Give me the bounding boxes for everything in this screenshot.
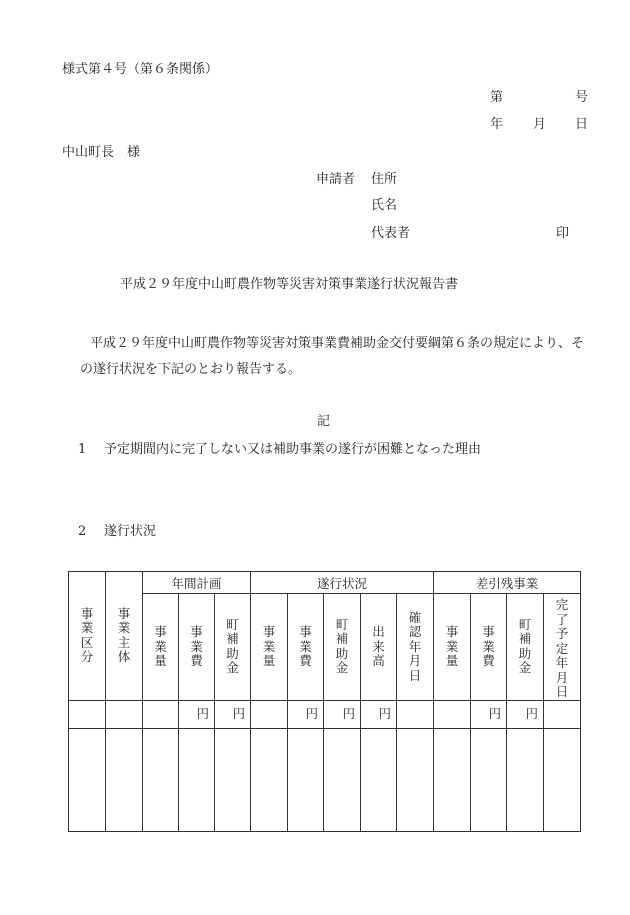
cell	[288, 728, 324, 831]
cell	[215, 728, 251, 831]
cell	[507, 728, 544, 831]
remaining-subsidy-unit: 円	[507, 700, 544, 728]
plan-subsidy-unit: 円	[215, 700, 251, 728]
header-annual-plan: 年間計画	[143, 572, 251, 594]
doc-number-prefix: 第	[490, 90, 504, 105]
date-year-label: 年	[490, 117, 504, 132]
plan-cost-unit: 円	[179, 700, 215, 728]
plan-volume-header: 事業量	[143, 594, 179, 701]
remaining-cost-header: 事業費	[471, 594, 507, 701]
applicant-representative-label: 代表者	[371, 226, 411, 241]
cell	[106, 728, 143, 831]
seal-label: 印	[556, 226, 570, 241]
cell	[69, 700, 106, 728]
progress-cost-header: 事業費	[288, 594, 324, 701]
progress-confirm-date-header: 確認年月日	[397, 594, 434, 701]
remaining-subsidy-header: 町補助金	[507, 594, 544, 701]
progress-subsidy-unit: 円	[324, 700, 361, 728]
applicant-name-label: 氏名	[371, 198, 398, 213]
progress-output-header: 出来高	[361, 594, 397, 701]
form-number: 様式第４号（第６条関係）	[62, 62, 219, 77]
section-1-number: 1	[78, 442, 87, 457]
doc-number-suffix: 号	[575, 90, 589, 105]
section-2-number: 2	[78, 524, 87, 539]
section-2-heading: 遂行状況	[104, 524, 157, 539]
cell	[471, 728, 507, 831]
cell	[143, 728, 179, 831]
progress-subsidy-header: 町補助金	[324, 594, 361, 701]
header-entity: 事業主体	[106, 572, 143, 701]
addressee: 中山町長 様	[62, 145, 141, 160]
applicant-label: 申請者	[316, 172, 356, 187]
section-1-heading: 予定期間内に完了しない又は補助事業の遂行が困難となった理由	[104, 442, 482, 457]
progress-output-unit: 円	[361, 700, 397, 728]
header-category: 事業区分	[69, 572, 106, 701]
cell	[397, 728, 434, 831]
date-day-label: 日	[575, 117, 589, 132]
header-progress: 遂行状況	[251, 572, 434, 594]
document-title: 平成２９年度中山町農作物等災害対策事業遂行状況報告書	[120, 277, 459, 292]
date-month-label: 月	[533, 117, 547, 132]
cell	[544, 728, 581, 831]
plan-subsidy-header: 町補助金	[215, 594, 251, 701]
cell	[434, 700, 471, 728]
cell	[544, 700, 581, 728]
cell	[179, 728, 215, 831]
remaining-volume-header: 事業量	[434, 594, 471, 701]
progress-volume-header: 事業量	[251, 594, 288, 701]
applicant-address-label: 住所	[371, 172, 398, 187]
cell	[143, 700, 179, 728]
cell	[361, 728, 397, 831]
cell	[434, 728, 471, 831]
cell	[324, 728, 361, 831]
cell	[397, 700, 434, 728]
plan-cost-header: 事業費	[179, 594, 215, 701]
body-text: 平成２９年度中山町農作物等災害対策事業費補助金交付要綱第６条の規定により、その遂行状況を下記のとおり報告する。	[80, 336, 585, 377]
ki-label: 記	[317, 414, 331, 429]
cell	[251, 728, 288, 831]
cell	[106, 700, 143, 728]
progress-cost-unit: 円	[288, 700, 324, 728]
cell	[69, 728, 106, 831]
remaining-completion-date-header: 完了予定年月日	[544, 594, 581, 701]
header-remaining: 差引残事業	[434, 572, 581, 594]
cell	[251, 700, 288, 728]
remaining-cost-unit: 円	[471, 700, 507, 728]
status-table	[68, 571, 581, 832]
